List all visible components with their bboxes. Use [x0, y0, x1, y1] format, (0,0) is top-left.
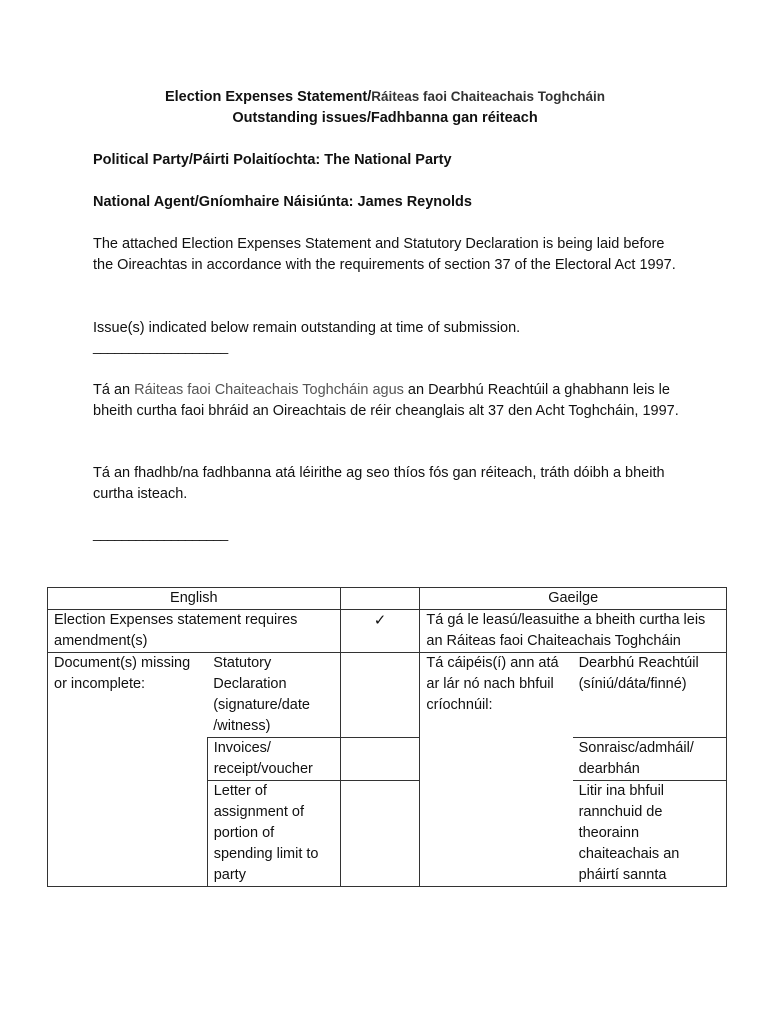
docs-irish: Tá cáipéis(í) ann atá ar lár nó nach bhfuil críochnúil:: [420, 653, 573, 887]
agent-line: National Agent/Gníomhaire Náisiúnta: James Reynolds: [93, 194, 472, 210]
party-line: Political Party/Páirti Polaitíochta: The National Party: [93, 152, 452, 168]
sub2-check: [340, 738, 420, 781]
separator-rule-2: ___________________: [93, 526, 228, 542]
row1-check-mark: ✓: [340, 610, 420, 653]
sub2-english: Invoices/ receipt/voucher: [207, 738, 340, 781]
table-row: [48, 610, 727, 653]
document-title: [0, 89, 770, 105]
sub3-check: [340, 781, 420, 887]
docs-english: Document(s) missing or incomplete:: [48, 653, 208, 887]
paragraph-irish-1-grey: Ráiteas faoi Chaiteachais Toghcháin agus: [134, 382, 404, 398]
table-row: [48, 653, 727, 738]
separator-rule-1: ___________________: [93, 339, 228, 355]
sub1-english: Statutory Declaration (signature/date /witness): [207, 653, 340, 738]
title-irish: Ráiteas faoi Chaiteachais Toghcháin: [371, 89, 606, 104]
table-header-row: [48, 588, 727, 610]
issues-table: [47, 587, 727, 887]
sub2-irish: Sonraisc/admháil/ dearbhán: [573, 738, 727, 781]
paragraph-irish-1: [93, 380, 683, 422]
paragraph-irish-2: Tá an fhadhb/na fadhbanna atá léirithe ag seo thíos fós gan réiteach, tráth dóibh a bheith curtha isteach.: [93, 465, 665, 502]
sub3-irish: Litir ina bhfuil rannchuid de theorainn chaiteachais an pháirtí sannta: [573, 781, 727, 887]
header-english: English: [48, 588, 341, 610]
paragraph-irish-1-start: Tá an: [93, 382, 135, 398]
row1-english: Election Expenses statement requires amendment(s): [48, 610, 341, 653]
sub1-check: [340, 653, 420, 738]
sub3-english: Letter of assignment of portion of spending limit to party: [207, 781, 340, 887]
sub1-irish: Dearbhú Reachtúil (síniú/dáta/finné): [573, 653, 727, 738]
row1-irish: Tá gá le leasú/leasuithe a bheith curtha leis an Ráiteas faoi Chaiteachais Toghcháin: [420, 610, 727, 653]
header-check: [340, 588, 420, 610]
header-irish: Gaeilge: [420, 588, 727, 610]
paragraph-irish-1-end: an Dearbhú Reachtúil a ghabhann leis le bheith curtha faoi bhráid an Oireachtais de réir cheanglais alt 37 den Acht Toghcháin, 1997.: [93, 382, 679, 419]
title-english: Election Expenses Statement/: [164, 89, 372, 105]
paragraph-english-2: Issue(s) indicated below remain outstanding at time of submission.: [93, 320, 521, 336]
paragraph-english-1: The attached Election Expenses Statement and Statutory Declaration is being laid before the Oireachtas in accordance with the requirements of section 37 of the Electoral Act 1997.: [93, 236, 676, 273]
document-subtitle: Outstanding issues/Fadhbanna gan réiteach: [232, 110, 538, 126]
